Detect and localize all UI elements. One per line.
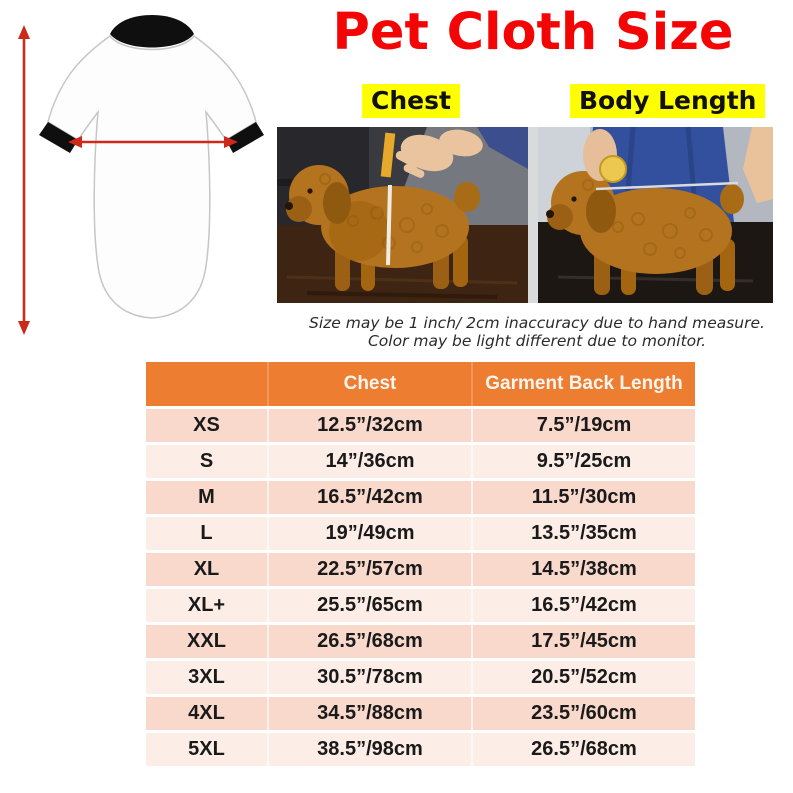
chest-label: Chest [362, 84, 460, 118]
pet-shirt-illustration [39, 15, 264, 318]
size-cell: 5XL [146, 733, 269, 766]
measurement-photos [277, 127, 773, 303]
size-cell: XL [146, 553, 269, 586]
size-cell: XS [146, 409, 269, 442]
chest-cell: 26.5”/68cm [269, 625, 473, 658]
size-cell: 3XL [146, 661, 269, 694]
header-back-length-cell: Garment Back Length [485, 373, 683, 394]
back-length-cell: 7.5”/19cm [536, 414, 632, 436]
size-cell: M [146, 481, 269, 514]
chest-cell: 34.5”/88cm [269, 697, 473, 730]
chest-cell: 16.5”/42cm [269, 481, 473, 514]
tape-end-disc [600, 156, 626, 182]
header-size-cell [146, 362, 269, 406]
table-row [146, 445, 695, 478]
table-row [146, 409, 695, 442]
table-row [146, 625, 695, 658]
back-length-cell: 20.5”/52cm [531, 666, 637, 688]
back-length-cell: 23.5”/60cm [531, 702, 637, 724]
chest-measurement-photo [277, 127, 528, 303]
size-cell: S [146, 445, 269, 478]
chest-cell: 30.5”/78cm [269, 661, 473, 694]
size-cell: L [146, 517, 269, 550]
table-row [146, 481, 695, 514]
chest-cell: 25.5”/65cm [269, 589, 473, 622]
page-title: Pet Cloth Size [332, 3, 734, 62]
back-length-cell: 9.5”/25cm [536, 450, 632, 472]
chest-cell: 14”/36cm [269, 445, 473, 478]
table-row [146, 553, 695, 586]
table-row [146, 589, 695, 622]
table-row [146, 517, 695, 550]
table-row [146, 733, 695, 766]
disclaimer-line2: Color may be light different due to monitor. [367, 332, 707, 350]
body-length-label: Body Length [570, 84, 765, 118]
disclaimer-line1: Size may be 1 inch/ 2cm inaccuracy due to hand measure. [309, 314, 765, 332]
back-length-cell: 26.5”/68cm [531, 738, 637, 760]
back-length-cell: 17.5”/45cm [531, 630, 637, 652]
size-table-header [146, 362, 695, 406]
chest-cell: 38.5”/98cm [269, 733, 473, 766]
chest-cell: 22.5”/57cm [269, 553, 473, 586]
disclaimer-text [287, 314, 787, 350]
back-length-cell: 11.5”/30cm [531, 486, 637, 508]
back-length-cell: 16.5”/42cm [531, 594, 637, 616]
size-cell: 4XL [146, 697, 269, 730]
table-row [146, 697, 695, 730]
header-chest-cell: Chest [269, 362, 473, 406]
body-length-arrow [18, 25, 30, 335]
back-length-cell: 13.5”/35cm [531, 522, 637, 544]
size-cell: XL+ [146, 589, 269, 622]
size-cell: XXL [146, 625, 269, 658]
size-table [146, 362, 695, 769]
shirt-collar [110, 15, 194, 48]
shirt-measurement-diagram [4, 12, 266, 346]
body-length-measurement-photo [538, 127, 773, 303]
chest-cell: 19”/49cm [269, 517, 473, 550]
table-row [146, 661, 695, 694]
back-length-cell: 14.5”/38cm [531, 558, 637, 580]
chest-cell: 12.5”/32cm [269, 409, 473, 442]
size-table-body [146, 409, 695, 766]
